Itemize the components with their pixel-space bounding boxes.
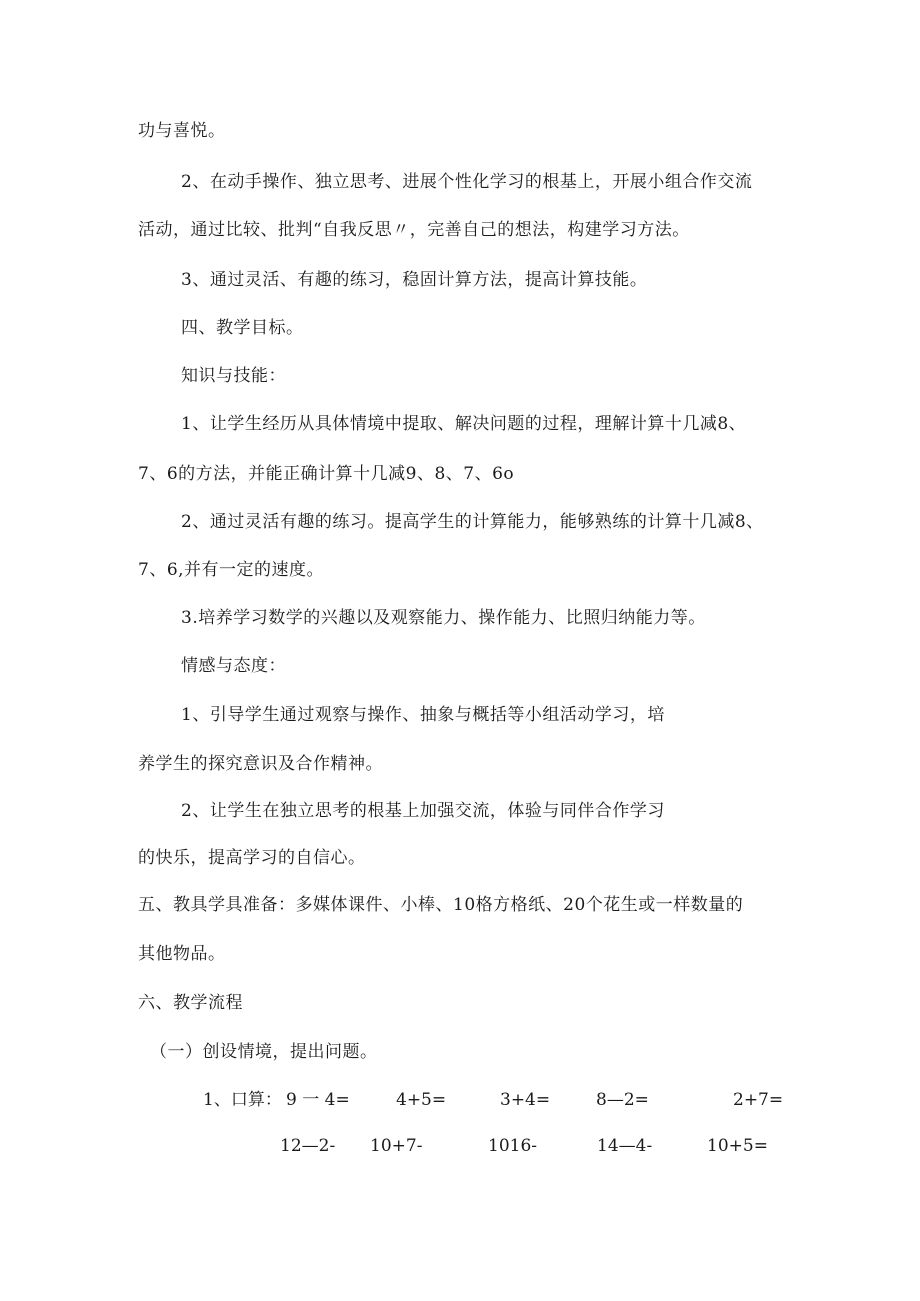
paragraph: 2、通过灵活有趣的练习。提高学生的计算能力，能够熟练的计算十几减8、: [181, 512, 764, 532]
paragraph: 其他物品。: [138, 944, 226, 964]
paragraph: 活动，通过比较、批判“自我反思〃，完善自己的想法，构建学习方法。: [138, 220, 690, 240]
paragraph: 2、让学生在独立思考的根基上加强交流，体验与同伴合作学习: [181, 801, 665, 821]
oral-calc-label: 1、口算：: [203, 1090, 282, 1110]
calc-item: 10+7-: [370, 1136, 423, 1156]
paragraph: 1、引导学生通过观察与操作、抽象与概括等小组活动学习，培: [181, 705, 665, 725]
calc-item: 8—2=: [596, 1090, 649, 1110]
paragraph: 功与喜悦。: [138, 121, 226, 141]
paragraph: 的快乐，提高学习的自信心。: [138, 848, 366, 868]
paragraph: 7、6的方法，并能正确计算十几减9、8、7、6o: [138, 464, 515, 484]
subheading: （一）创设情境，提出问题。: [150, 1042, 378, 1062]
calc-item: 10+5=: [707, 1136, 768, 1156]
calc-item: 3+4=: [500, 1090, 551, 1110]
paragraph: 五、教具学具准备：多媒体课件、小棒、10格方格纸、20个花生或一样数量的: [138, 895, 744, 915]
paragraph: 1、让学生经历从具体情境中提取、解决问题的过程，理解计算十几减8、: [181, 414, 747, 434]
subheading: 情感与态度：: [181, 656, 286, 676]
calc-item: 2+7=: [733, 1090, 784, 1110]
paragraph: 3、通过灵活、有趣的练习，稳固计算方法，提高计算技能。: [181, 270, 648, 290]
calc-item: 14—4-: [597, 1136, 653, 1156]
calc-item: 9 一 4=: [286, 1090, 350, 1110]
paragraph: 养学生的探究意识及合作精神。: [138, 754, 383, 774]
section-heading: 六、教学流程: [138, 993, 243, 1013]
section-heading: 四、教学目标。: [181, 318, 304, 338]
subheading: 知识与技能：: [181, 366, 286, 386]
calc-item: 4+5=: [396, 1090, 447, 1110]
calc-item: 1016-: [488, 1136, 538, 1156]
paragraph: 3.培养学习数学的兴趣以及观察能力、操作能力、比照归纳能力等。: [181, 608, 706, 628]
paragraph: 7、6,并有一定的速度。: [138, 560, 325, 580]
paragraph: 2、在动手操作、独立思考、进展个性化学习的根基上，开展小组合作交流: [181, 172, 753, 192]
calc-item: 12—2-: [280, 1136, 336, 1156]
